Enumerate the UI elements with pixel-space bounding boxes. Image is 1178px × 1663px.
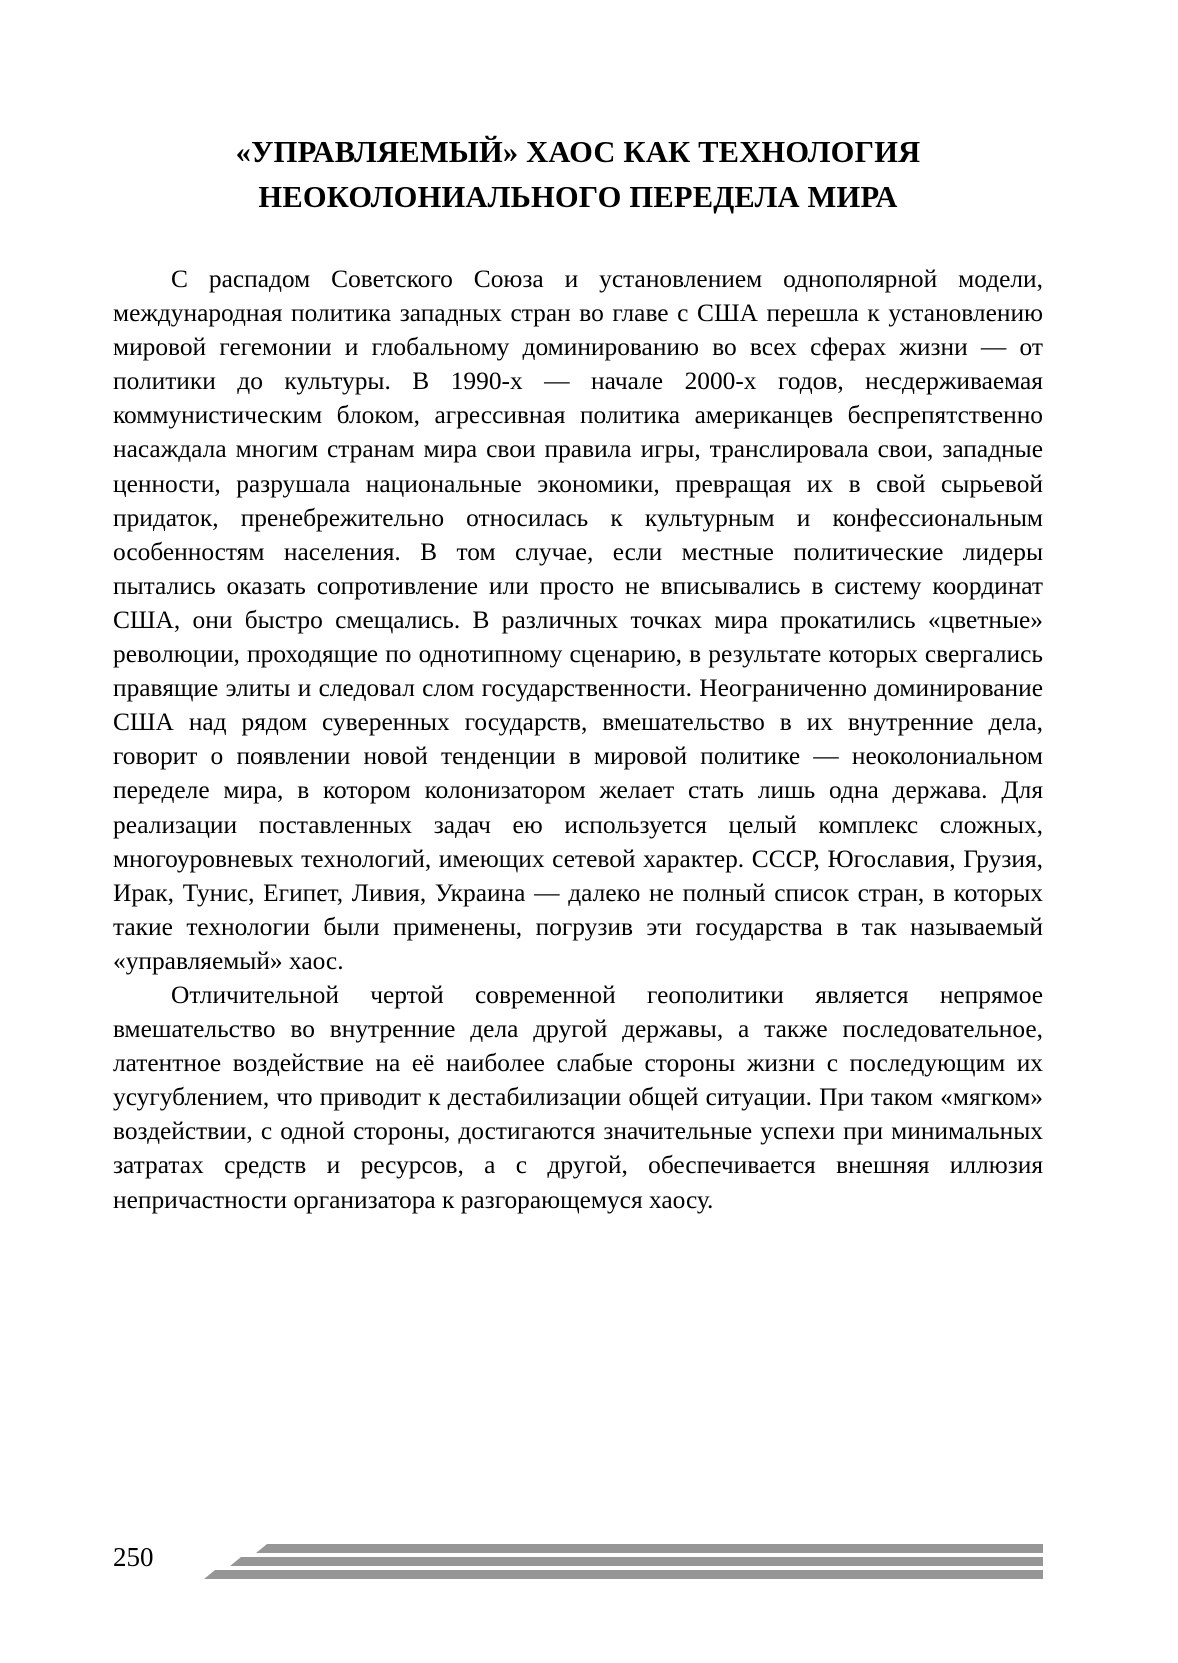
footer-rule-decoration bbox=[178, 1544, 1043, 1586]
page-footer bbox=[113, 1533, 1043, 1593]
page-number: 250 bbox=[113, 1542, 154, 1572]
footer-rule-3 bbox=[204, 1570, 1043, 1579]
title-line-2: НЕОКОЛОНИАЛЬНОГО ПЕРЕДЕЛА МИРА bbox=[258, 180, 898, 214]
footer-rule-2 bbox=[230, 1557, 1043, 1566]
title-line-1: «УПРАВЛЯЕМЫЙ» ХАОС КАК ТЕХНОЛОГИЯ bbox=[235, 135, 921, 169]
body-text bbox=[113, 262, 1043, 1217]
footer-rule-1 bbox=[256, 1544, 1043, 1553]
page-content bbox=[113, 0, 1043, 1217]
page-title bbox=[113, 130, 1043, 220]
paragraph-1: С распадом Советского Союза и установлением однополярной модели, международная политика западных стран во главе с США перешла к установлению мировой гегемонии и глобальному доминированию во всех сферах жизни — от политики до культуры. В 1990-х — начале 2000-х годов, несдерживаемая коммунистическим блоком, агрессивная политика американцев беспрепятственно насаждала многим странам мира свои правила игры, транслировала свои, западные ценности, разрушала национальные экономики, превращая их в свой сырьевой придаток, пренебрежительно относилась к культурным и конфессиональным особенностям населения. В том случае, если местные политические лидеры пытались оказать сопротивление или просто не вписывались в систему координат США, они быстро смещались. В различных точках мира прокатились «цветные» революции, проходящие по однотипному сценарию, в результате которых свергались правящие элиты и следовал слом государственности. Неограниченно доминирование США над рядом суверенных государств, вмешательство в их внутренние дела, говорит о появлении новой тенденции в мировой политике — неоколониальном переделе мира, в котором колонизатором желает стать лишь одна держава. Для реализации поставленных задач ею используется целый комплекс сложных, многоуровневых технологий, имеющих сетевой характер. СССР, Югославия, Грузия, Ирак, Тунис, Египет, Ливия, Украина — далеко не полный список стран, в которых такие технологии были применены, погрузив эти государства в так называемый «управляемый» хаос. bbox=[113, 265, 1043, 975]
paragraph-2: Отличительной чертой современной геополитики является непрямое вмешательство во внутренние дела другой державы, а также последовательное, латентное воздействие на её наиболее слабые стороны жизни с последующим их усугублением, что приводит к дестабилизации общей ситуации. При таком «мягком» воздействии, с одной стороны, достигаются значительные успехи при минимальных затратах средств и ресурсов, а с другой, обеспечивается внешняя иллюзия непричастности организатора к разгорающемуся хаосу. bbox=[113, 980, 1043, 1214]
